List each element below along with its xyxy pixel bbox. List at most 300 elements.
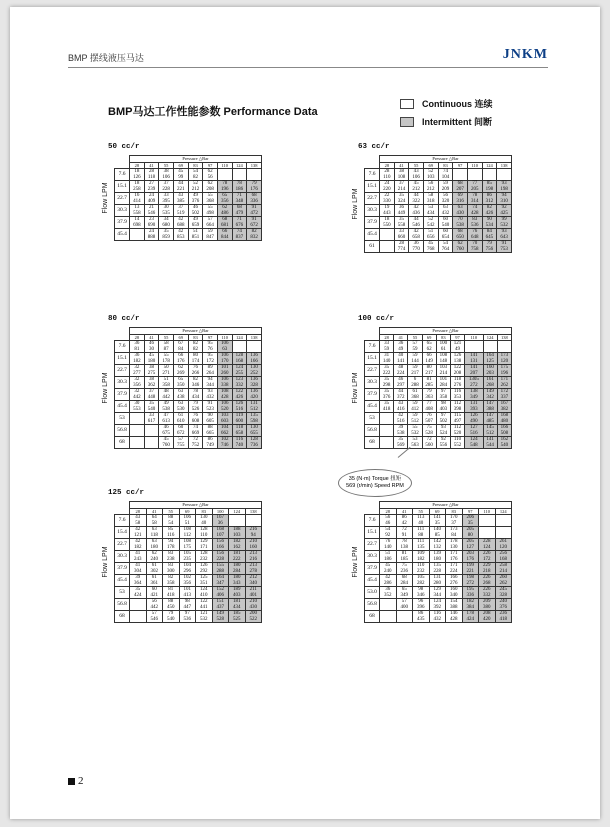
speed-value: 51 [184,520,190,526]
speed-value: 363 [425,394,433,400]
performance-cell [446,587,463,599]
torque-value: 96 [418,599,424,604]
speed-value: 536 [183,616,191,622]
pressure-value: 55 [413,508,430,515]
torque-value: 62 [151,551,157,556]
speed-value: 758 [471,246,479,252]
flow-axis-label: Flow LPM [102,182,110,214]
pressure-value: 69 [179,508,196,515]
performance-cell [212,599,229,611]
speed-value: 485 [486,418,494,424]
performance-cell [217,353,232,365]
performance-cell [380,599,397,611]
pressure-value: 124 [482,162,497,169]
speed-value: 49 [398,346,404,352]
speed-value: 205 [471,186,479,192]
performance-cell [173,425,188,437]
torque-value: 93 [440,425,446,430]
pressure-value: 138 [497,162,512,169]
speed-value: 512 [486,430,494,436]
pressure-value: 28 [380,334,394,341]
speed-value: 328 [499,592,507,598]
speed-value: 214 [439,370,448,376]
pressure-value: 28 [130,334,145,341]
table-row [115,353,262,365]
pressure-value: 124 [495,508,512,515]
performance-cell [495,551,512,563]
speed-value: 403 [439,406,448,412]
performance-cell [497,365,511,377]
performance-cell [188,217,203,229]
performance-cell [482,193,497,205]
performance-cell [380,563,397,575]
performance-cell [146,575,163,587]
performance-cell [247,341,262,353]
speed-value: 176 [466,556,474,562]
speed-value: 84 [178,346,184,352]
speed-value: 532 [200,616,208,622]
flow-axis-label: Flow LPM [352,188,360,220]
speed-value: 472 [250,210,258,216]
torque-value: 116 [235,437,244,442]
performance-cell [394,389,408,401]
torque-value: 130 [200,515,208,520]
performance-cell [130,389,145,401]
performance-cell [413,551,430,563]
performance-cell [453,205,468,217]
speed-value: 548 [470,442,478,448]
speed-value: 174 [191,358,200,364]
torque-value: 57 [207,217,213,222]
performance-cell [196,551,213,563]
speed-value: 676 [235,222,244,228]
torque-value: 84 [486,229,492,234]
brand-logo: JNKM [502,47,548,62]
performance-cell [196,527,213,539]
torque-value: 22 [384,193,390,198]
speed-value: 222 [382,370,391,376]
performance-cell [229,515,246,527]
torque-value: 72 [426,437,432,442]
performance-cell [217,205,232,217]
torque-value: 35 [148,401,154,406]
speed-value: 336 [250,198,258,204]
torque-value: 35 [398,217,404,222]
performance-cell [394,229,409,241]
torque-value: 61 [412,389,418,394]
performance-cell [446,551,463,563]
speed-value: 304 [134,568,142,574]
pressure-value: 28 [130,508,147,515]
speed-value: 118 [150,532,158,538]
torque-value: 82 [192,377,198,382]
speed-value: 424 [466,616,474,622]
pressure-value: 55 [408,334,422,341]
speed-value: 479 [235,210,244,216]
legend-intermittent-label: Intermittent 间断 [422,117,493,127]
performance-cell [438,193,453,205]
performance-cell [217,181,232,193]
speed-value: 356 [183,580,191,586]
torque-value: 154 [450,599,458,604]
torque-value: 76 [426,413,432,418]
performance-cell [462,575,479,587]
speed-value: 149 [425,358,433,364]
speed-value: 406 [216,592,224,598]
performance-cell [232,217,247,229]
performance-cell [245,551,262,563]
performance-cell [229,563,246,575]
speed-value: 324 [397,198,406,204]
torque-value: 69 [457,193,463,198]
flow-value: 37.9 [365,217,380,229]
torque-value: 72 [401,527,407,532]
flow-value: 30.3 [365,551,380,563]
performance-cell [130,437,145,449]
performance-cell [380,539,397,551]
torque-value: 52 [428,169,434,174]
torque-value: 67 [178,341,184,346]
speed-value: 76 [207,346,213,352]
torque-value: 118 [235,425,244,430]
performance-cell [130,413,145,425]
torque-value: 56 [442,193,448,198]
speed-value: 276 [453,382,462,388]
page-title: BMP马达工作性能参数 Performance Data [108,106,318,118]
performance-cell [203,377,218,389]
performance-cell [408,389,422,401]
pressure-value: 97 [462,508,479,515]
torque-value: 261 [499,539,507,544]
torque-value: 111 [417,527,425,532]
performance-cell [196,599,213,611]
torque-value: 104 [183,563,191,568]
torque-value: 45 [178,169,184,174]
torque-value: 181 [233,551,241,556]
speed-value: 322 [412,198,420,204]
torque-value: 89 [207,365,213,370]
flow-value: 53 [115,413,130,425]
torque-value: 76 [192,365,198,370]
speed-value: 260 [221,370,229,376]
speed-value: 275 [147,370,156,376]
torque-value: 34 [163,217,169,222]
performance-cell [394,401,408,413]
performance-cell [245,539,262,551]
speed-value: 166 [250,358,258,364]
speed-value: 688 [177,222,185,228]
pressure-value: 83 [196,508,213,515]
torque-value: 105 [417,575,425,580]
performance-cell [380,353,394,365]
performance-cell [394,377,408,389]
speed-value: 553 [133,406,141,412]
torque-value: 210 [249,599,257,604]
speed-value: 395 [162,198,170,204]
legend-continuous-label: Continuous 连续 [422,99,493,109]
pressure-value: 55 [163,508,180,515]
performance-cell [163,611,180,623]
performance-cell [144,413,159,425]
performance-cell [212,563,229,575]
pressure-value: 41 [396,508,413,515]
performance-cell [495,563,512,575]
performance-cell [446,599,463,611]
performance-cell [144,365,159,377]
performance-cell [497,193,512,205]
speed-value: 346 [417,592,425,598]
torque-value: 62 [222,205,228,210]
table-row [365,437,512,449]
performance-cell [144,341,159,353]
performance-cell [465,413,483,425]
performance-cell [203,229,218,241]
speed-value: 507 [425,418,433,424]
performance-cell [212,515,229,527]
performance-cell [217,169,232,181]
performance-cell [203,193,218,205]
speed-value: 853 [177,234,185,240]
performance-cell [438,181,453,193]
speed-value: 486 [221,210,229,216]
performance-cell [380,515,397,527]
speed-value: 35 [467,520,473,526]
speed-value: 532 [500,222,508,228]
speed-value: 182 [133,358,141,364]
torque-value: 45 [163,437,169,442]
torque-value: 118 [453,377,462,382]
torque-value: 206 [466,515,474,520]
torque-value: 76 [192,413,198,418]
speed-value: 103 [427,174,435,180]
torque-value: 171 [450,551,458,556]
speed-value: 546 [147,210,156,216]
performance-cell [146,611,163,623]
torque-value: 212 [249,575,257,580]
performance-cell [380,193,395,205]
speed-value: 426 [485,210,494,216]
performance-table [364,155,512,253]
intermittent-swatch [400,117,414,127]
torque-value: 205 [466,527,474,532]
flow-value: 45.4 [115,229,130,241]
torque-value: 63 [151,539,157,544]
flow-value: 61 [365,241,380,253]
performance-cell [446,611,463,623]
performance-cell [396,575,413,587]
speed-value: 212 [191,186,200,192]
speed-value: 410 [200,592,208,598]
torque-value: 65 [178,377,184,382]
performance-cell [159,413,174,425]
torque-value: 82 [486,205,492,210]
torque-value: 56 [428,181,434,186]
speed-value: 418 [382,406,391,412]
performance-cell [229,539,246,551]
torque-value: 31 [384,353,390,358]
speed-value: 522 [249,616,257,622]
flow-value: 45.4 [365,229,380,241]
pressure-value: 83 [438,162,453,169]
speed-value: 844 [221,234,229,240]
speed-value: 42 [401,520,407,526]
speed-value: 284 [233,568,241,574]
performance-cell [173,413,188,425]
speed-value: 403 [233,592,241,598]
flow-value: 45.4 [115,575,130,587]
performance-cell [229,611,246,623]
performance-cell [453,217,468,229]
performance-cell [146,599,163,611]
flow-value: 53 [365,413,380,425]
performance-cell [179,563,196,575]
performance-cell [467,241,482,253]
speed-value: 160 [249,544,257,550]
speed-value: 563 [411,442,419,448]
speed-value: 166 [216,544,224,550]
torque-value: 123 [235,377,244,382]
performance-cell [173,341,188,353]
performance-cell [163,587,180,599]
speed-value: 168 [235,358,244,364]
torque-value: 24 [148,229,154,234]
performance-cell [479,599,496,611]
torque-value: 124 [433,599,441,604]
speed-value: 662 [221,430,229,436]
torque-value: 53 [412,437,418,442]
pressure-value: 41 [394,334,408,341]
pressure-axis-label: Pressure △Bar [380,328,512,335]
speed-value: 408 [425,406,433,412]
performance-cell [179,515,196,527]
speed-value: 617 [147,418,156,424]
performance-cell [130,599,147,611]
speed-value: 318 [427,198,435,204]
performance-cell [173,377,188,389]
performance-cell [483,437,497,449]
speed-value: 368 [206,198,214,204]
speed-value: 603 [221,418,229,424]
speed-value: 288 [216,568,224,574]
pressure-value: 69 [429,508,446,515]
speed-value: 659 [191,222,200,228]
torque-value: 35 [398,437,404,442]
torque-value: 130 [250,365,258,370]
speed-value: 282 [417,580,425,586]
speed-value: 207 [456,186,464,192]
torque-value: 160 [486,365,494,370]
speed-value: 314 [471,198,479,204]
performance-cell [144,389,159,401]
pressure-value: 69 [422,334,436,341]
torque-value: 171 [500,377,509,382]
performance-cell [130,169,145,181]
speed-value: 284 [400,580,408,586]
speed-value: 752 [191,442,200,448]
performance-cell [203,389,218,401]
performance-cell [146,587,163,599]
speed-value: 330 [383,198,391,204]
flow-value: 30.3 [115,205,130,217]
torque-value: 35 [135,587,141,592]
performance-cell [436,425,450,437]
speed-value: 672 [250,222,258,228]
torque-value: 170 [450,515,458,520]
torque-value: 68 [251,193,257,198]
speed-value: 296 [183,568,191,574]
torque-value: 56 [385,515,391,520]
torque-value: 101 [183,587,191,592]
speed-value: 40 [418,520,424,526]
torque-value: 41 [135,563,141,568]
performance-cell [396,563,413,575]
torque-value: 32 [134,365,140,370]
torque-value: 78 [192,389,198,394]
torque-value: 94 [501,193,507,198]
speed-value: 480 [500,418,509,424]
performance-cell [245,563,262,575]
torque-value: 88 [168,515,174,520]
pressure-value: 28 [380,162,395,169]
performance-cell [394,353,408,365]
performance-cell [130,205,145,217]
torque-value: 178 [466,611,474,616]
flow-value: 30.3 [115,377,130,389]
table-row [115,217,262,229]
speed-value: 286 [384,580,392,586]
speed-value: 434 [427,210,435,216]
performance-cell [203,205,218,217]
performance-cell [380,389,394,401]
torque-value: 136 [250,353,258,358]
performance-cell [465,341,483,353]
performance-cell [467,181,482,193]
performance-cell [408,425,422,437]
performance-cell [453,169,468,181]
speed-value: 298 [382,382,391,388]
speed-value: 30 [148,346,154,352]
torque-value: 55 [412,425,418,430]
torque-value: 57 [151,611,157,616]
performance-cell [429,551,446,563]
speed-value: 664 [206,222,214,228]
speed-value: 130 [450,544,458,550]
performance-cell [146,551,163,563]
flow-value: 15.1 [365,527,380,539]
speed-value: 438 [177,394,185,400]
torque-value: 62 [207,169,213,174]
torque-value: 33 [148,413,154,418]
flow-value: 15.1 [115,353,130,365]
speed-value: 669 [191,430,200,436]
performance-cell [497,377,511,389]
speed-value: 540 [500,442,509,448]
torque-value: 88 [168,599,174,604]
speed-value: 540 [167,616,175,622]
performance-cell [483,389,497,401]
torque-value: 106 [221,377,229,382]
torque-value: 39 [398,425,404,430]
torque-value: 108 [183,539,191,544]
flow-value: 56.8 [365,425,380,437]
torque-value: 147 [486,413,494,418]
performance-cell [413,599,430,611]
speed-value: 121 [134,532,142,538]
performance-cell [497,169,512,181]
performance-cell [173,205,188,217]
torque-value: 115 [453,413,462,418]
performance-cell [422,437,436,449]
